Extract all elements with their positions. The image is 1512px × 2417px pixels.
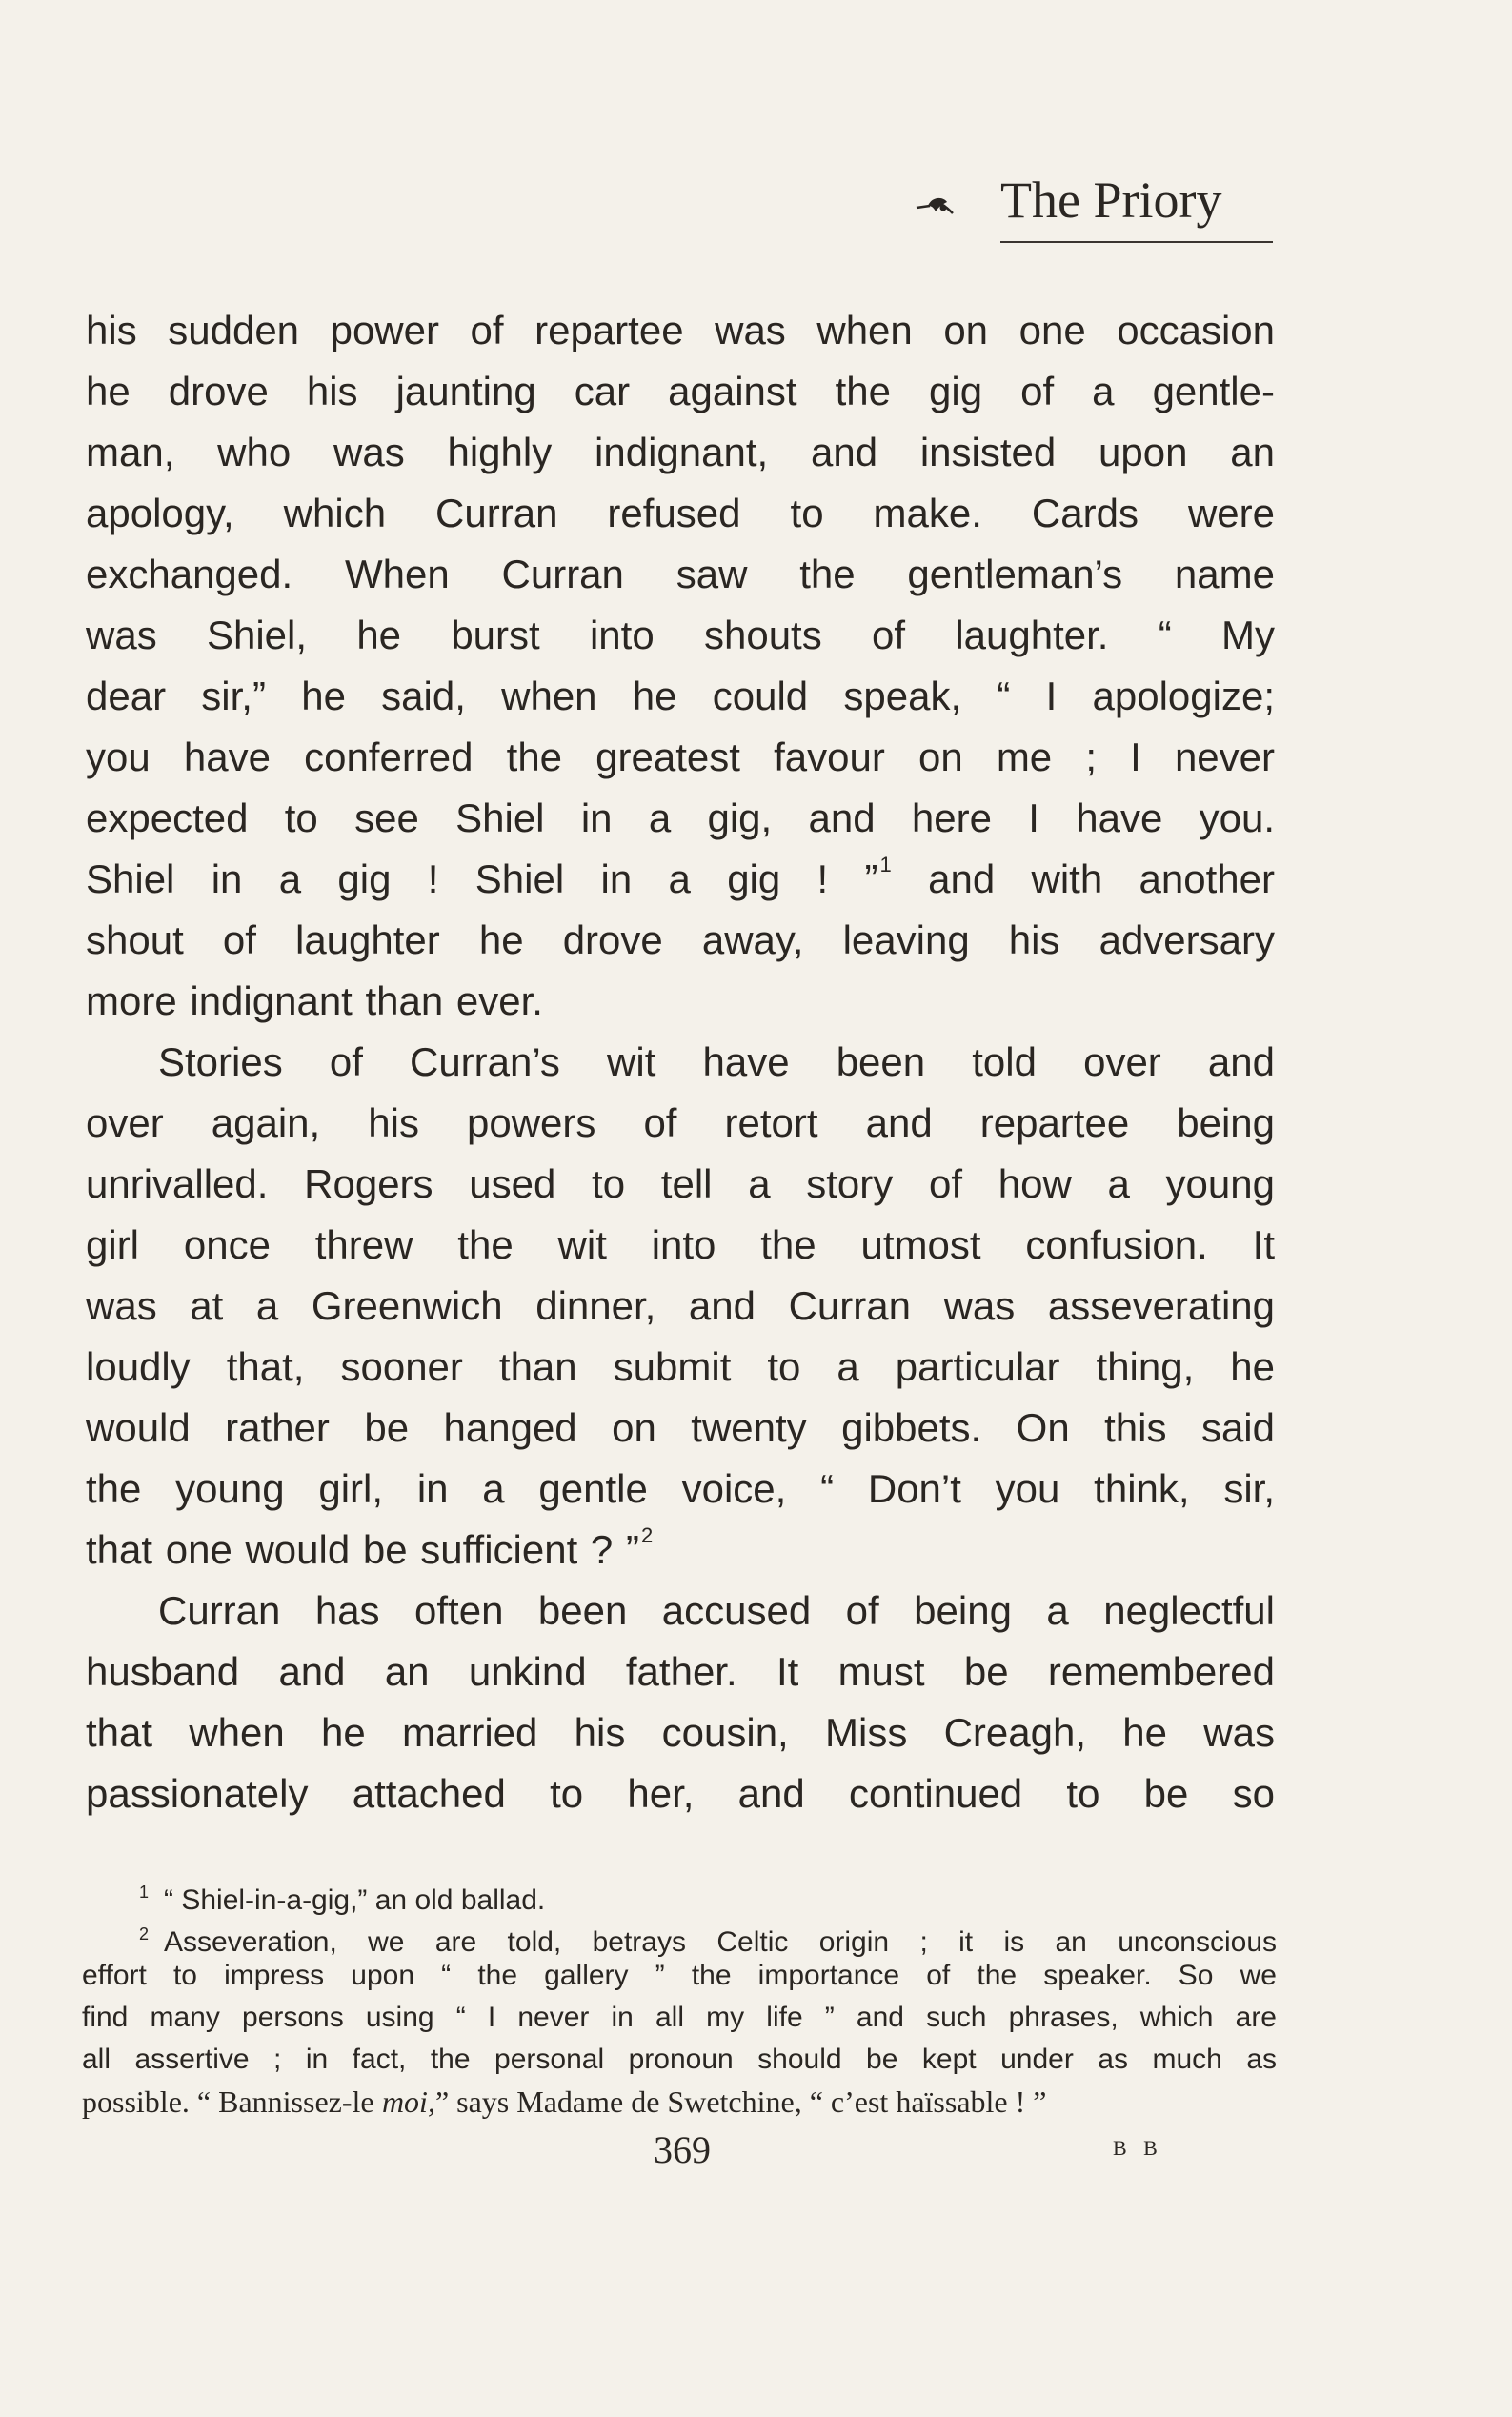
text-line-part: Shiel in a gig ! Shiel in a gig ! ” bbox=[86, 856, 878, 901]
text-line-with-note bbox=[86, 849, 1275, 910]
leaf-ornament-icon bbox=[915, 194, 957, 217]
footnote-marker: 1 bbox=[139, 1883, 150, 1902]
text-line: man, who was highly indignant, and insisted upon an bbox=[86, 430, 1275, 474]
text-line-part: that one would be sufficient ? ” bbox=[86, 1527, 639, 1572]
text-line: loudly that, sooner than submit to a particular thing, he bbox=[86, 1344, 1275, 1389]
text-line: shout of laughter he drove away, leaving his adversary bbox=[86, 917, 1275, 962]
running-head-title: The Priory bbox=[1000, 171, 1222, 229]
running-head bbox=[896, 170, 1277, 246]
footnote-line: all assertive ; in fact, the personal pronoun should be kept under as much as bbox=[82, 2044, 1277, 2075]
footnote-line: effort to impress upon “ the gallery ” the importance of the speaker. So we bbox=[82, 1960, 1277, 1991]
footnote-2 bbox=[82, 1913, 1277, 1958]
text-line: husband and an unkind father. It must be remembered bbox=[86, 1649, 1275, 1694]
text-line: that when he married his cousin, Miss Creagh, he was bbox=[86, 1710, 1275, 1755]
footnote-emphasis: moi, bbox=[381, 2085, 435, 2119]
text-line: apology, which Curran refused to make. Cards were bbox=[86, 491, 1275, 535]
text-line: expected to see Shiel in a gig, and here I have you. bbox=[86, 796, 1275, 840]
text-line-with-note bbox=[86, 1520, 1275, 1581]
text-line: you have conferred the greatest favour on me ; I never bbox=[86, 735, 1275, 779]
note-reference: 2 bbox=[640, 1523, 654, 1547]
text-line: girl once threw the wit into the utmost confusion. It bbox=[86, 1222, 1275, 1267]
footnote-text-part: possible. “ Bannissez-le bbox=[82, 2085, 374, 2119]
footnote-text: Asseveration, we are told, betrays Celtic origin ; it is an unconscious bbox=[164, 1926, 1277, 1958]
text-line-part: and with another bbox=[928, 856, 1275, 901]
text-line: passionately attached to her, and continued to be so bbox=[86, 1771, 1275, 1816]
text-line: would rather be hanged on twenty gibbets. On this said bbox=[86, 1405, 1275, 1450]
text-line: more indignant than ever. bbox=[86, 978, 543, 1023]
footnote-line bbox=[82, 2081, 1277, 2123]
text-line: dear sir,” he said, when he could speak, “ I apologize; bbox=[86, 674, 1275, 718]
page-number: 369 bbox=[654, 2128, 711, 2171]
footnote-1 bbox=[82, 1871, 1277, 1916]
footnote-text-part: ” says Madame de Swetchine, “ c’est haïssable ! ” bbox=[434, 2085, 1047, 2119]
footnote-line: find many persons using “ I never in all my life ” and such phrases, which are bbox=[82, 2002, 1277, 2033]
footnote-marker: 2 bbox=[139, 1924, 150, 1944]
running-head-rule bbox=[1000, 241, 1273, 243]
signature-mark: B B bbox=[1113, 2136, 1163, 2160]
footnotes bbox=[82, 1871, 1277, 2123]
text-line: Curran has often been accused of being a neglectful bbox=[158, 1588, 1275, 1633]
text-line: exchanged. When Curran saw the gentleman’s name bbox=[86, 552, 1275, 596]
text-line: was at a Greenwich dinner, and Curran was asseverating bbox=[86, 1283, 1275, 1328]
text-line: was Shiel, he burst into shouts of laughter. “ My bbox=[86, 613, 1275, 657]
body-text bbox=[86, 300, 1275, 1824]
text-line: he drove his jaunting car against the gig of a gentle- bbox=[86, 369, 1275, 413]
text-line: his sudden power of repartee was when on one occasion bbox=[86, 308, 1275, 352]
note-reference: 1 bbox=[879, 853, 892, 876]
footnote-text: “ Shiel-in-a-gig,” an old ballad. bbox=[164, 1884, 546, 1916]
text-line: the young girl, in a gentle voice, “ Don’t you think, sir, bbox=[86, 1466, 1275, 1511]
text-line: Stories of Curran’s wit have been told over and bbox=[158, 1039, 1275, 1084]
text-line: unrivalled. Rogers used to tell a story of how a young bbox=[86, 1161, 1275, 1206]
text-line: over again, his powers of retort and repartee being bbox=[86, 1100, 1275, 1145]
